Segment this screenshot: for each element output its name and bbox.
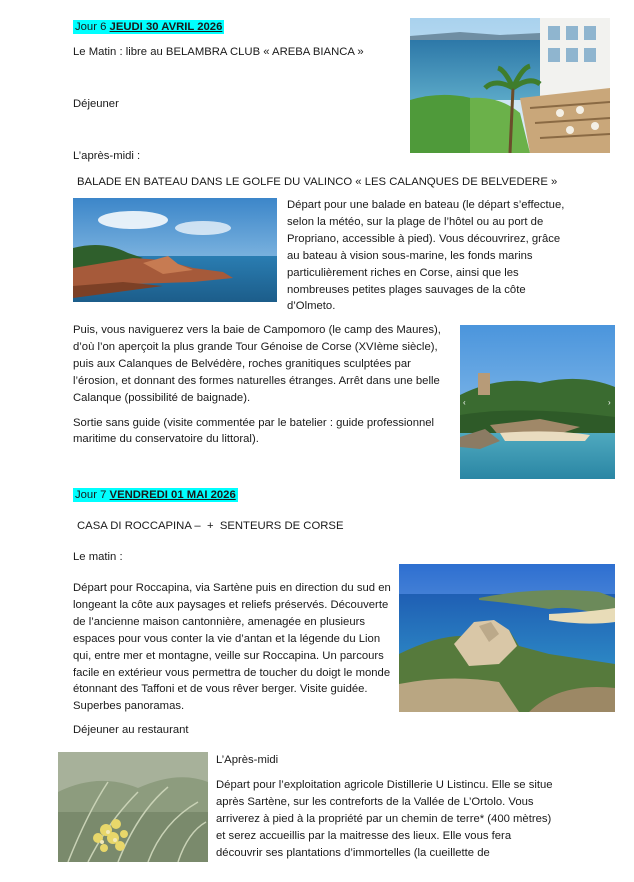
distillery-description: Départ pour l’exploitation agricole Distillerie U Listincu. Elle se situe après Sartène, sur les contreforts de la Vallée de L’Ortolo. Vous arriverez à pied à la propriété par un chemin de terre* (400 mètres) et serez accueillis par la maitresse des lieux. Elle vous fera découvrir ses plantations d’immortelles (la cueillette de — [216, 779, 553, 859]
boat-description: Départ pour une balade en bateau (le départ s’effectue, selon la météo, sur la plage de l’hôtel ou au port de Propriano, accessible à pied). Vous découvrirez, grâce au bateau à vision sous-marine, les fonds marins particulièrement riches en Corse, ainsi que les nombreuses petites plages sauvages de la côte d’Olmeto. — [287, 199, 565, 313]
roccapina-description: Départ pour Roccapina, via Sartène puis en direction du sud en longeant la côte aux paysages et reliefs préservés. Découverte de l’ancienne maison cantonnière, amenagée en plusieurs espaces pour vous conter la vie d’antan et la légende du Lion qui, entre mer et montagne, veille sur Roccapina. Un parcours facile en extérieur vous permettra de toucher du doigt le monde étonnant des Taffoni et de vous rêver berger. Visite guidée. Superbes panoramas. — [73, 582, 391, 713]
day7-date: VENDREDI 01 MAI 2026 — [109, 489, 236, 501]
day6-morning: Le Matin : libre au BELAMBRA CLUB « AREBA BIANCA » — [73, 46, 364, 58]
guide-note: Sortie sans guide (visite commentée par le batelier : guide professionnel maritime du conservatoire du littoral). — [73, 416, 435, 446]
day7-morning-label: Le matin : — [73, 551, 123, 563]
calanques-photo — [73, 198, 277, 302]
day6-date: JEUDI 30 AVRIL 2026 — [109, 21, 223, 33]
day7-title: CASA DI ROCCAPINA – + SENTEURS DE CORSE — [77, 520, 344, 532]
day6-label: Jour 6 — [75, 21, 107, 33]
day7-label: Jour 7 — [75, 489, 107, 501]
immortelle-flowers-photo — [58, 752, 208, 862]
day6-heading-highlight — [73, 20, 224, 34]
carousel-prev-icon: ‹ — [463, 398, 466, 407]
day6-heading — [73, 19, 224, 36]
day7-afternoon-label: L’Après-midi — [216, 754, 279, 766]
roccapina-lion-photo — [399, 564, 615, 712]
day6-lunch: Déjeuner — [73, 98, 119, 110]
navigation-block — [73, 322, 451, 456]
day7-heading-highlight — [73, 488, 238, 502]
day6-excursion-title: BALADE EN BATEAU DANS LE GOLFE DU VALINCO « LES CALANQUES DE BELVEDERE » — [77, 176, 558, 188]
campomoro-tower-photo — [460, 325, 615, 479]
navigation-description: Puis, vous naviguerez vers la baie de Campomoro (le camp des Maures), d’où l’on aperçoit la plus grande Tour Génoise de Corse (XVIème siècle), puis aux Calanques de Belvédère, roches granitiques sculptées par l’érosion, et donnant des formes naturelles étranges. Arrêt dans une belle Calanque (possibilité de baignade). — [73, 324, 441, 404]
carousel-next-icon: › — [608, 398, 611, 407]
day7-heading — [73, 487, 238, 504]
day7-lunch: Déjeuner au restaurant — [73, 724, 189, 736]
day6-afternoon-label: L’après-midi : — [73, 150, 141, 162]
hotel-terrace-photo — [410, 18, 610, 153]
